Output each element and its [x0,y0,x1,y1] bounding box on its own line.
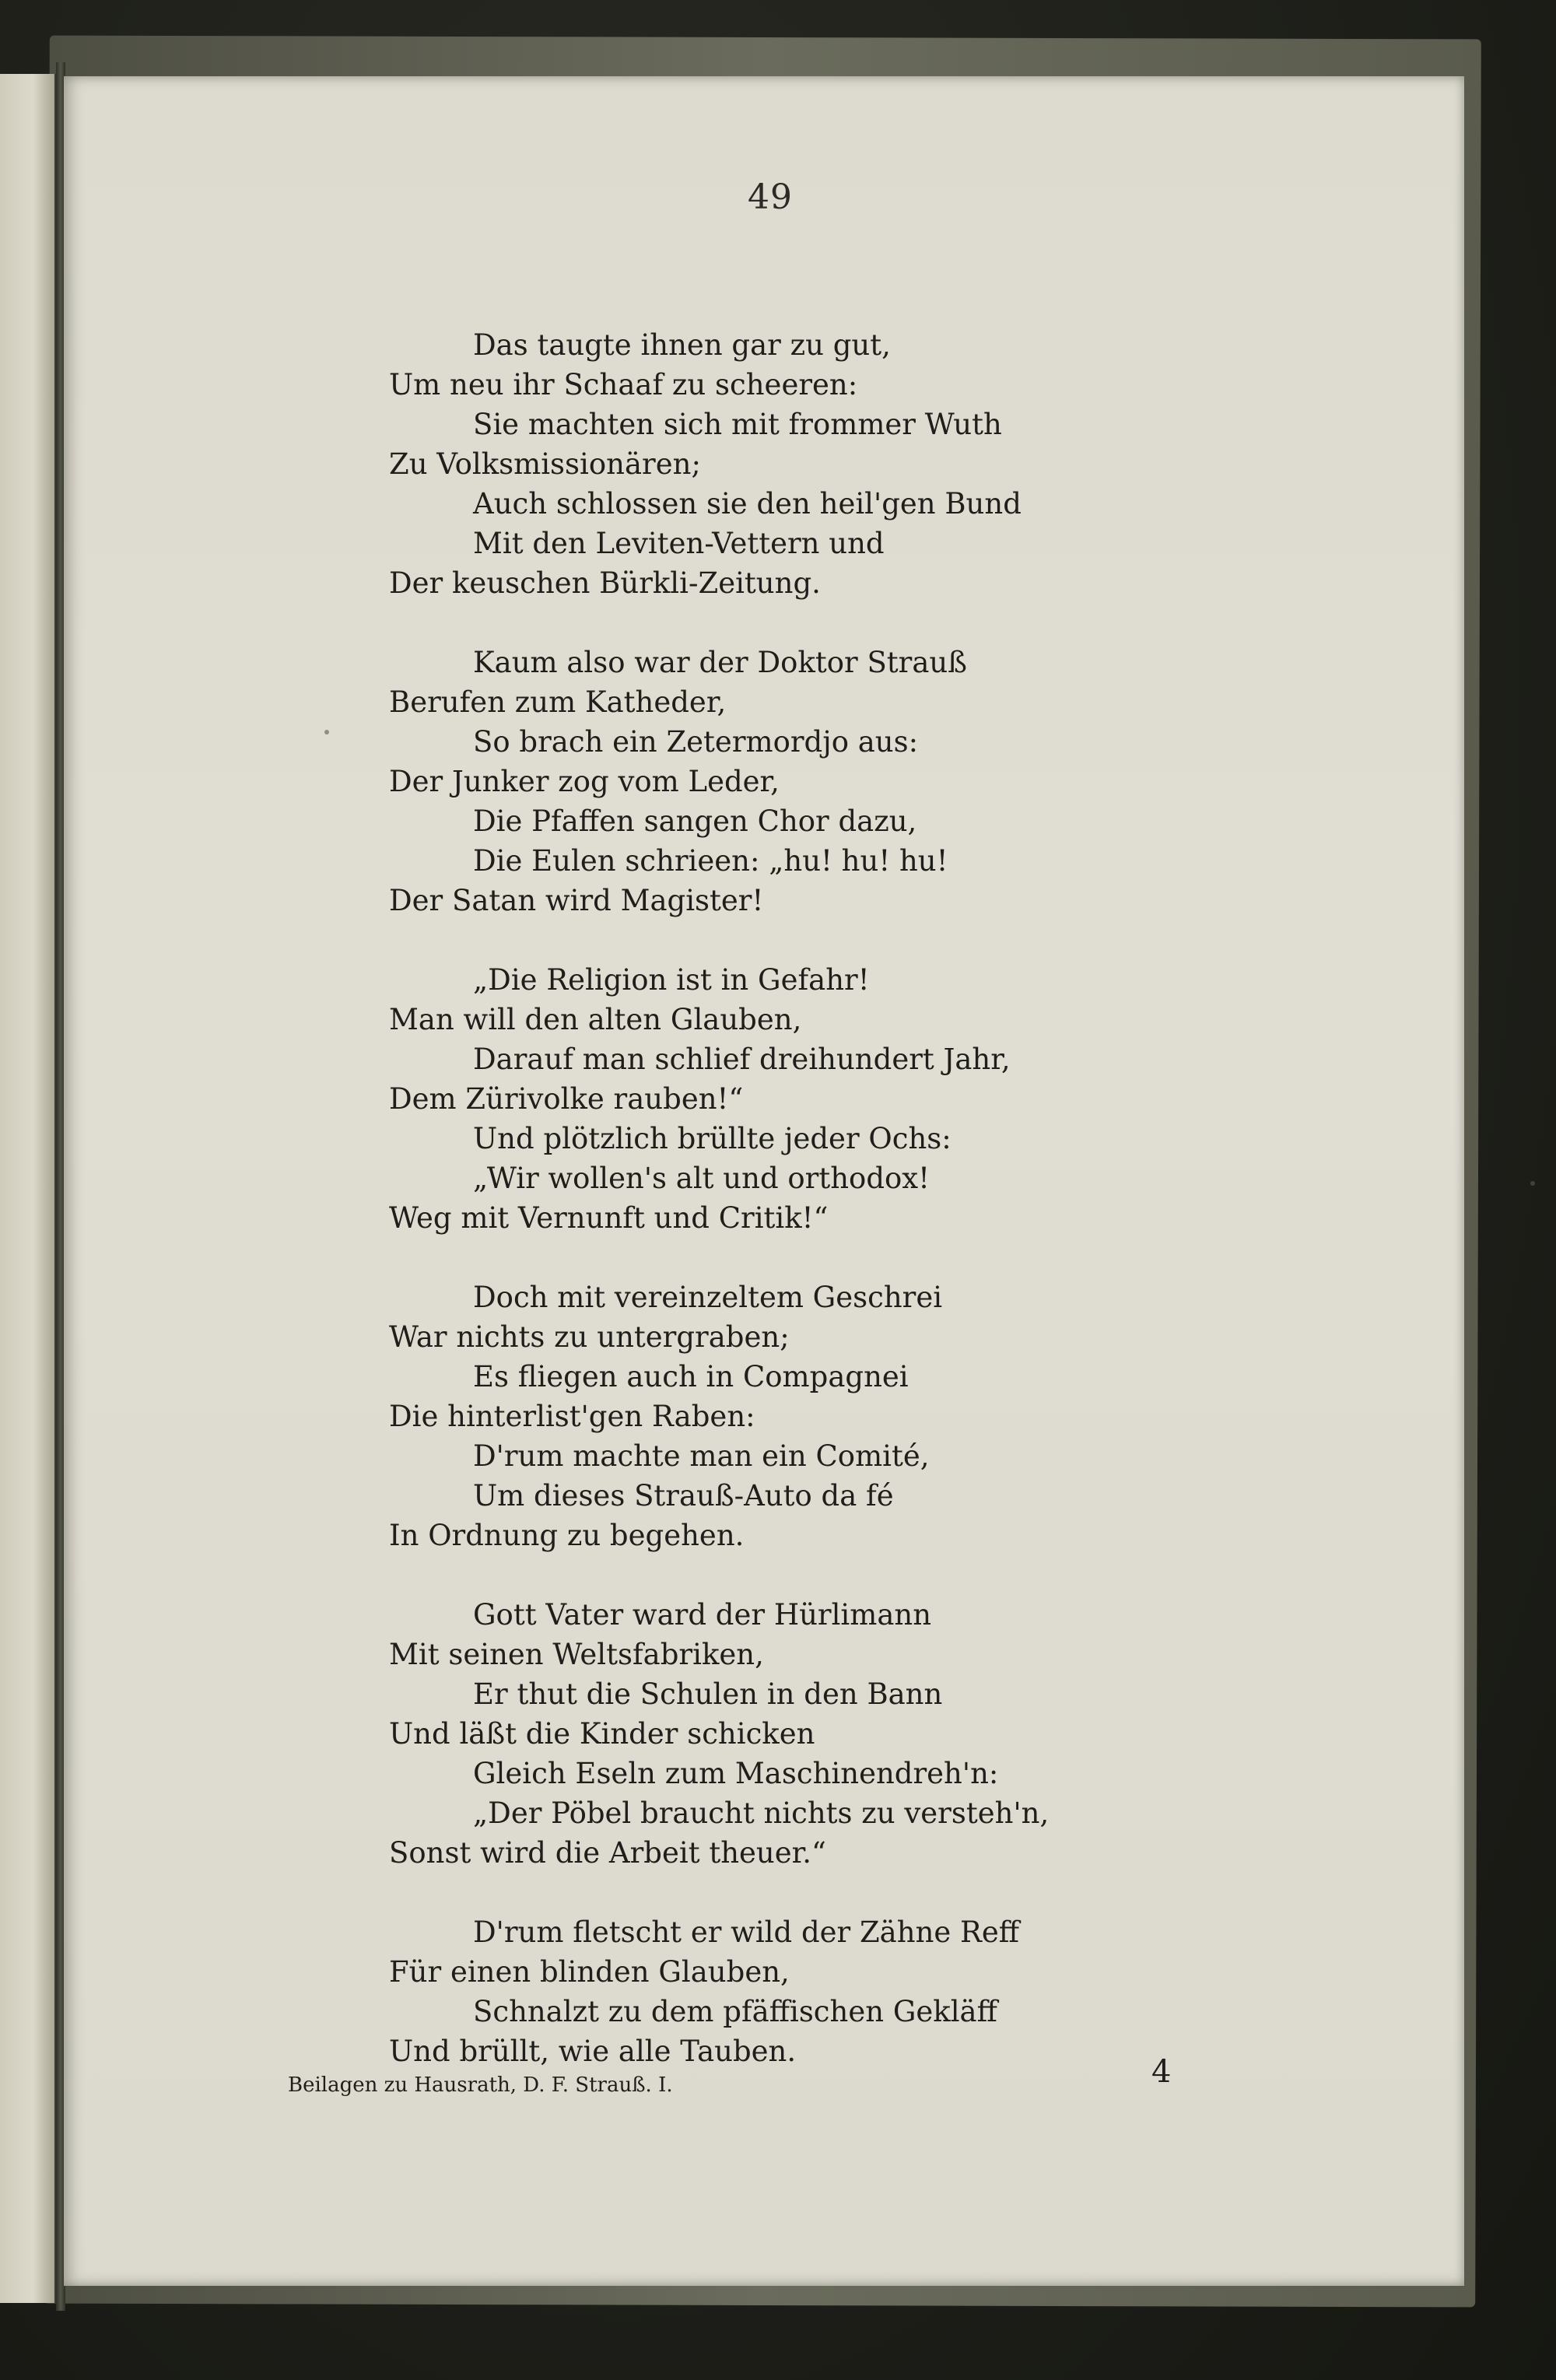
poem-line: Und plötzlich brüllte jeder Ochs: [473,1122,951,1155]
previous-page-edge [0,74,57,2303]
poem-line: Die Pfaffen sangen Chor dazu, [473,804,917,838]
poem-line: Sie machten sich mit frommer Wuth [473,408,1002,441]
stanza-gap [389,920,1167,960]
poem-line: Gleich Eseln zum Maschinendreh'n: [473,1757,999,1790]
stanza-gap [389,1238,1167,1278]
poem-line: Weg mit Vernunft und Critik!“ [389,1201,829,1235]
poem-line: Er thut die Schulen in den Bann [473,1677,943,1711]
footer-note: Beilagen zu Hausrath, D. F. Strauß. I. [288,2073,673,2097]
poem-line: Für einen blinden Glauben, [389,1955,790,1989]
poem-line: Der Junker zog vom Leder, [389,765,780,798]
poem-line: Gott Vater ward der Hürlimann [473,1598,932,1632]
poem-line: Die Eulen schrieen: „hu! hu! hu! [473,844,948,878]
stanza-gap [389,1873,1167,1912]
poem-line: Mit seinen Weltsfabriken, [389,1638,764,1671]
poem-line: Mit den Leviten-Vettern und [473,527,885,560]
poem-line: Kaum also war der Doktor Strauß [473,646,967,679]
poem-line: Um dieses Strauß-Auto da fé [473,1479,894,1512]
poem-line: Berufen zum Katheder, [389,685,727,719]
poem-line: Sonst wird die Arbeit theuer.“ [389,1836,826,1870]
page-number: 49 [748,177,793,217]
poem-line: Darauf man schlief dreihundert Jahr, [473,1043,1011,1076]
poem-line: So brach ein Zetermordjo aus: [473,725,919,759]
poem-line: Man will den alten Glauben, [389,1003,802,1036]
poem-line: Und läßt die Kinder schicken [389,1717,815,1751]
poem-text [389,325,1167,2071]
poem-line: Um neu ihr Schaaf zu scheeren: [389,368,858,401]
poem-line: War nichts zu untergraben; [389,1320,790,1354]
poem-line: Das taugte ihnen gar zu gut, [473,328,891,362]
poem-line: In Ordnung zu begehen. [389,1519,745,1552]
paper-speck [324,730,329,734]
stanza-gap [389,603,1167,643]
poem-line: „Die Religion ist in Gefahr! [473,963,870,997]
poem-line: Die hinterlist'gen Raben: [389,1400,755,1433]
stanza-gap [389,1555,1167,1595]
poem-line: Doch mit vereinzeltem Geschrei [473,1281,943,1314]
poem-line: „Der Pöbel braucht nichts zu versteh'n, [473,1796,1050,1830]
poem-line: Und brüllt, wie alle Tauben. [389,2035,797,2068]
poem-line: D'rum machte man ein Comité, [473,1439,930,1473]
poem-line: Der Satan wird Magister! [389,884,764,917]
poem-line: Es fliegen auch in Compagnei [473,1360,909,1393]
poem-line: Dem Zürivolke rauben!“ [389,1082,744,1116]
poem-line: D'rum fletscht er wild der Zähne Reff [473,1916,1020,1949]
poem-line: Zu Volksmissionären; [389,447,701,481]
poem-line: Schnalzt zu dem pfäffischen Gekläff [473,1995,997,2028]
poem-line: Auch schlossen sie den heil'gen Bund [473,487,1022,521]
signature-mark: 4 [1151,2054,1172,2090]
poem-line: Der keuschen Bürkli-Zeitung. [389,566,821,600]
poem-line: „Wir wollen's alt und orthodox! [473,1162,930,1195]
paper-speck [1530,1181,1535,1186]
